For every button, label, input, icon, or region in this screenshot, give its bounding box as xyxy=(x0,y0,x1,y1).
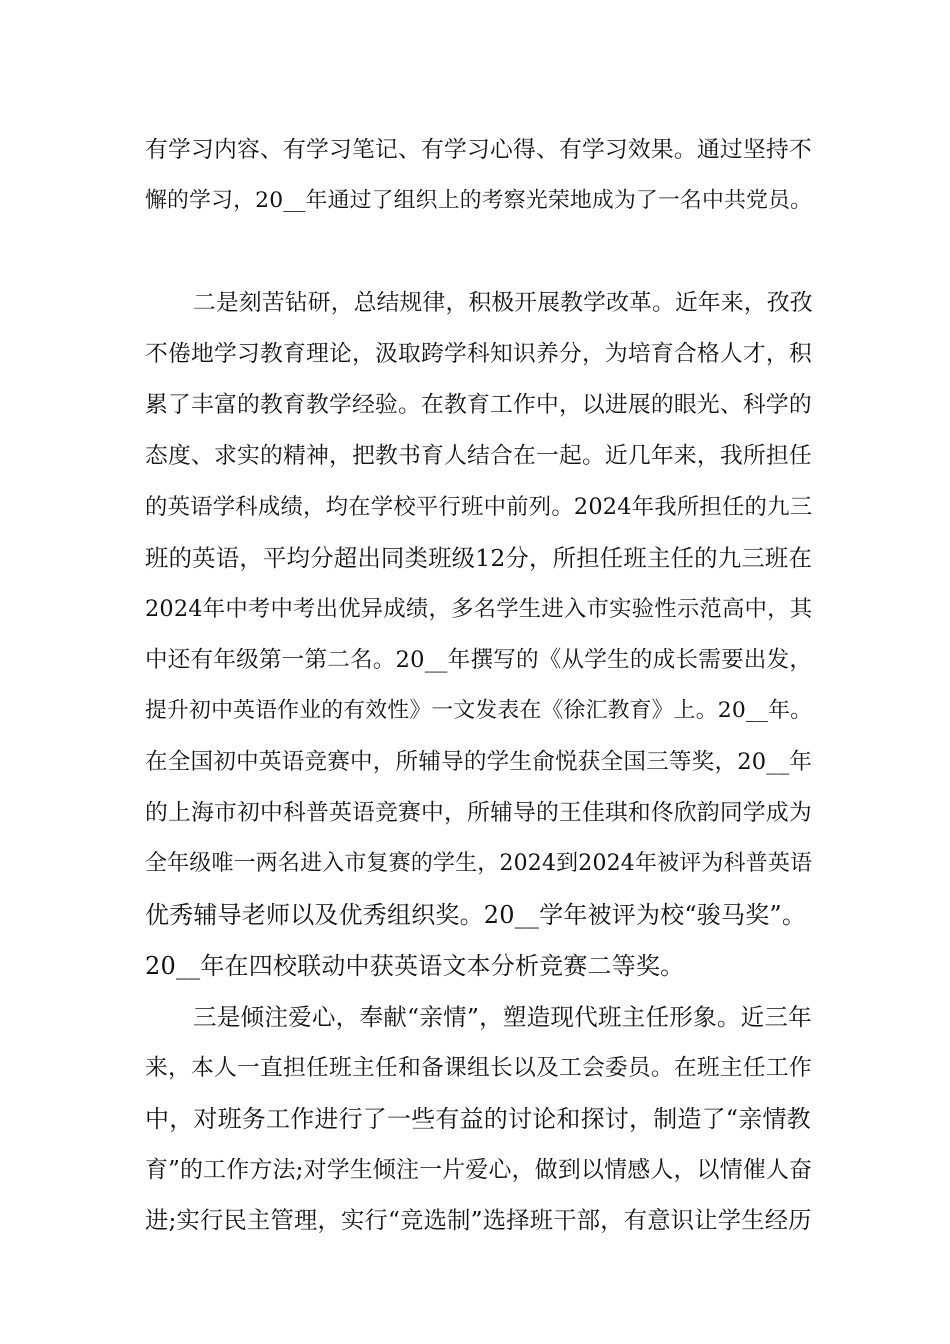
text-line: 懈的学习，20__年通过了组织上的考察光荣地成为了一名中共党员。 xyxy=(145,188,813,213)
text-line: 在全国初中英语竞赛中，所辅导的学生俞悦获全国三等奖，20__年 xyxy=(145,749,813,775)
text-line: 的上海市初中科普英语竞赛中，所辅导的王佳琪和佟欣韵同学成为 xyxy=(145,800,812,826)
text-line: 提升初中英语作业的有效性》一文发表在《徐汇教育》上。20__年。 xyxy=(145,698,813,723)
text-line: 优秀辅导老师以及优秀组织奖。20__学年被评为校“骏马奖”。 xyxy=(145,901,807,929)
text-line: 三是倾注爱心，奉献“亲情”，塑造现代班主任形象。近三年 xyxy=(193,1003,812,1031)
text-line: 态度、求实的精神，把教书育人结合在一起。近几年来，我所担任 xyxy=(145,443,812,469)
text-line: 育”的工作方法;对学生倾注一片爱心，做到以情感人，以情催人奋 xyxy=(145,1157,813,1183)
text-line: 20__年在四校联动中获英语文本分析竞赛二等奖。 xyxy=(145,952,685,980)
text-line: 中，对班务工作进行了一些有益的讨论和探讨，制造了“亲情教 xyxy=(145,1105,811,1133)
text-line: 全年级唯一两名进入市复赛的学生，2024到2024年被评为科普英语 xyxy=(145,851,813,876)
text-line: 2024年中考中考出优异成绩，多名学生进入市实验性示范高中，其 xyxy=(145,596,813,622)
text-line: 累了丰富的教育教学经验。在教育工作中，以进展的眼光、科学的 xyxy=(145,392,812,418)
text-line: 班的英语，平均分超出同类班级12分，所担任班主任的九三班在 xyxy=(145,544,813,572)
text-line: 不倦地学习教育理论，汲取跨学科知识养分，为培育合格人才，积 xyxy=(145,341,812,367)
text-line: 进;实行民主管理，实行“竞选制”选择班干部，有意识让学生经历 xyxy=(145,1207,812,1234)
text-line: 二是刻苦钻研，总结规律，积极开展教学改革。近年来，孜孜 xyxy=(193,290,813,316)
text-line: 来，本人一直担任班主任和备课组长以及工会委员。在班主任工作 xyxy=(145,1055,812,1081)
text-line: 有学习内容、有学习笔记、有学习心得、有学习效果。通过坚持不 xyxy=(145,137,812,163)
text-line: 中还有年级第一第二名。20__年撰写的《从学生的成长需要出发， xyxy=(145,647,813,673)
text-line: 的英语学科成绩，均在学校平行班中前列。2024年我所担任的九三 xyxy=(145,494,813,520)
